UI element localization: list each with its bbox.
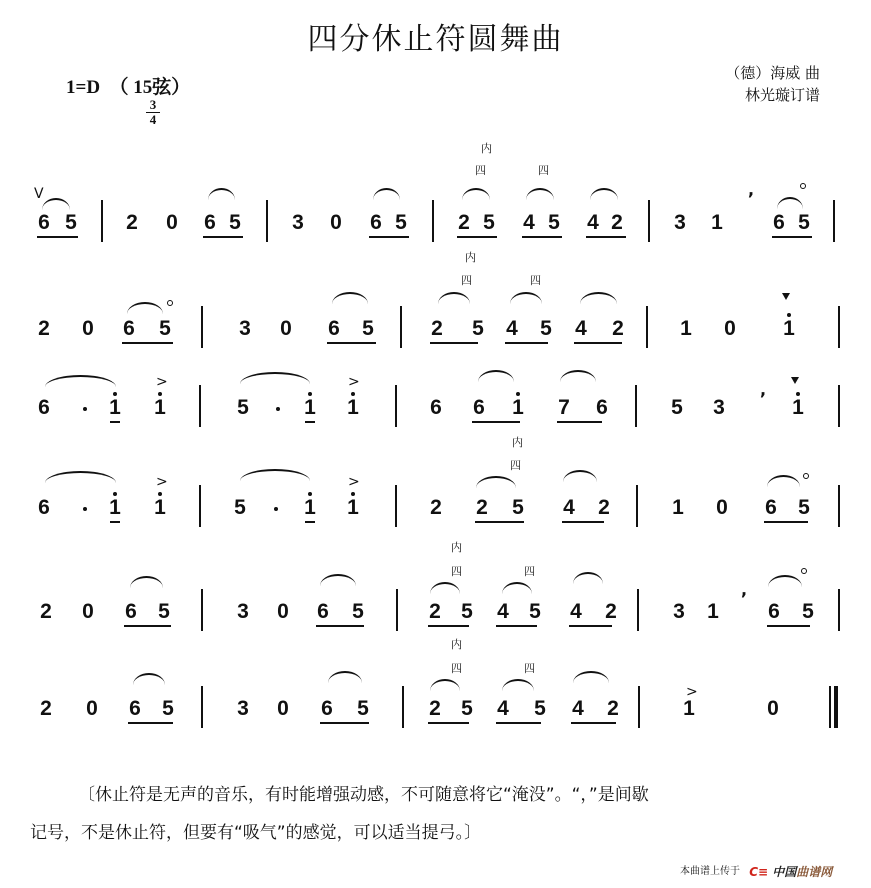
beam-underline (562, 521, 604, 523)
note: 4 (497, 600, 509, 623)
barline (838, 485, 840, 527)
note: 2 (126, 211, 138, 234)
beam-underline (475, 521, 524, 523)
augmentation-dot (276, 407, 280, 411)
octave-dot (158, 392, 162, 396)
note: 3 (292, 211, 304, 234)
slur (130, 576, 163, 588)
note-high-1: 1 (154, 496, 166, 519)
note: 5 (158, 600, 170, 623)
inner-string-mark: 内 (465, 251, 476, 264)
note: 2 (605, 600, 617, 623)
slur (240, 372, 310, 384)
note: 4 (563, 496, 575, 519)
note: 2 (431, 317, 443, 340)
slur (573, 572, 603, 584)
finger-four-mark: 四 (538, 164, 549, 177)
note: 0 (86, 697, 98, 720)
slur (580, 292, 617, 304)
octave-dot (158, 492, 162, 496)
note: 2 (430, 496, 442, 519)
note: 5 (529, 600, 541, 623)
note: 2 (612, 317, 624, 340)
note-high-1: 1 (783, 317, 795, 340)
slur (133, 673, 165, 685)
note: 5 (483, 211, 495, 234)
final-barline (834, 686, 838, 728)
note: 7 (558, 396, 570, 419)
note: 4 (506, 317, 518, 340)
slur (502, 582, 532, 594)
beam-underline (586, 236, 626, 238)
site-logo[interactable] (749, 863, 832, 880)
note: 0 (277, 600, 289, 623)
footnote (30, 776, 838, 852)
note: 4 (523, 211, 535, 234)
note: 0 (767, 697, 779, 720)
beam-underline (122, 342, 173, 344)
beam-underline (772, 236, 812, 238)
note: 2 (611, 211, 623, 234)
note: 2 (598, 496, 610, 519)
note: 5 (798, 211, 810, 234)
accent-mark: > (156, 374, 168, 390)
slur (430, 582, 460, 594)
finger-four-mark: 四 (524, 565, 535, 578)
breath-mark: , (748, 180, 755, 199)
note: 5 (234, 496, 246, 519)
finger-four-mark: 四 (524, 662, 535, 675)
note: 1 (683, 697, 695, 720)
note: 3 (237, 600, 249, 623)
beam-underline (574, 342, 622, 344)
note: 4 (572, 697, 584, 720)
finger-four-mark: 四 (475, 164, 486, 177)
inner-string-mark: 内 (512, 436, 523, 449)
octave-dot (351, 392, 355, 396)
note: 4 (575, 317, 587, 340)
note: 3 (239, 317, 251, 340)
accent-mark: > (686, 684, 698, 700)
note: 5 (512, 496, 524, 519)
note: 4 (497, 697, 509, 720)
barline (101, 200, 103, 242)
note: 6 (38, 396, 50, 419)
note: 3 (674, 211, 686, 234)
slur (373, 188, 400, 200)
note: 1 (672, 496, 684, 519)
note: 6 (204, 211, 216, 234)
barline (635, 385, 637, 427)
note: 6 (768, 600, 780, 623)
barline (395, 485, 397, 527)
note: 6 (765, 496, 777, 519)
beam-underline (110, 521, 120, 523)
octave-dot (113, 492, 117, 496)
barline (637, 589, 639, 631)
harmonic-circle (801, 568, 807, 574)
accent-mark: > (156, 474, 168, 490)
barline (396, 589, 398, 631)
note: 6 (596, 396, 608, 419)
beam-underline (505, 342, 548, 344)
beam-underline (428, 722, 469, 724)
harmonic-circle (167, 300, 173, 306)
key-signature: 1=D （ 15弦） (66, 77, 191, 98)
slur (767, 475, 800, 487)
slur (430, 679, 460, 691)
beam-underline (305, 521, 315, 523)
note: 6 (123, 317, 135, 340)
slur (526, 188, 554, 200)
slur (320, 574, 356, 586)
beam-underline (428, 625, 469, 627)
note: 5 (534, 697, 546, 720)
note: 4 (587, 211, 599, 234)
slur (510, 292, 542, 304)
beam-underline (316, 625, 364, 627)
staccato-wedge (782, 293, 790, 300)
slur (502, 679, 534, 691)
note: 2 (40, 697, 52, 720)
note: 5 (548, 211, 560, 234)
barline (400, 306, 402, 348)
beam-underline (124, 625, 171, 627)
slur (478, 370, 514, 382)
finger-four-mark: 四 (530, 274, 541, 287)
barline (199, 385, 201, 427)
augmentation-dot (83, 507, 87, 511)
note-high-1: 1 (109, 496, 121, 519)
slur (462, 188, 490, 200)
logo-icon: C≡ (749, 864, 769, 879)
note: 5 (395, 211, 407, 234)
slur (208, 188, 235, 200)
finger-four-mark: 四 (451, 662, 462, 675)
inner-string-mark: 内 (451, 638, 462, 651)
note-high-1: 1 (347, 496, 359, 519)
slur (240, 469, 310, 481)
barline (201, 306, 203, 348)
accent-mark: > (348, 374, 360, 390)
beam-underline (571, 722, 616, 724)
harmonic-circle (803, 473, 809, 479)
note: 6 (38, 211, 50, 234)
note: 5 (237, 396, 249, 419)
note: 0 (716, 496, 728, 519)
barline (838, 306, 840, 348)
note: 0 (724, 317, 736, 340)
barline (201, 589, 203, 631)
beam-underline (110, 421, 120, 423)
augmentation-dot (83, 407, 87, 411)
note: 2 (40, 600, 52, 623)
footnote-line-2: 记号，不是休止符，但要有“吸气”的感觉，可以适当提弓。〕 (30, 823, 482, 843)
slur (590, 188, 618, 200)
note: 5 (229, 211, 241, 234)
note: 5 (540, 317, 552, 340)
note-high-1: 1 (512, 396, 524, 419)
beam-underline (767, 625, 810, 627)
breath-mark: , (741, 580, 748, 599)
slur (42, 198, 70, 210)
note: 6 (430, 396, 442, 419)
note: 2 (429, 697, 441, 720)
slur (328, 671, 362, 683)
beam-underline (37, 236, 78, 238)
beam-underline (128, 722, 173, 724)
beam-underline (472, 421, 520, 423)
note: 6 (473, 396, 485, 419)
note: 5 (65, 211, 77, 234)
finger-four-mark: 四 (461, 274, 472, 287)
note: 5 (352, 600, 364, 623)
beam-underline (557, 421, 602, 423)
note: 3 (673, 600, 685, 623)
note: 0 (82, 600, 94, 623)
barline (266, 200, 268, 242)
barline (648, 200, 650, 242)
barline (201, 686, 203, 728)
note: 5 (362, 317, 374, 340)
note: 0 (277, 697, 289, 720)
staccato-wedge (791, 377, 799, 384)
barline (402, 686, 404, 728)
barline (838, 589, 840, 631)
beam-underline (569, 625, 612, 627)
footnote-line-1: 〔休止符是无声的音乐，有时能增强动感，不可随意将它“淹没”。“，”是间歇 (78, 785, 649, 805)
note-high-1: 1 (347, 396, 359, 419)
inner-string-mark: 内 (481, 142, 492, 155)
note: 5 (461, 697, 473, 720)
note-high-1: 1 (304, 396, 316, 419)
time-numerator: 3 (146, 98, 160, 113)
finger-four-mark: 四 (510, 459, 521, 472)
octave-dot (516, 392, 520, 396)
note: 2 (476, 496, 488, 519)
note: 5 (472, 317, 484, 340)
inner-string-mark: 内 (451, 541, 462, 554)
octave-dot (796, 392, 800, 396)
note: 3 (713, 396, 725, 419)
beam-underline (496, 625, 537, 627)
note: 6 (125, 600, 137, 623)
accent-mark: > (348, 474, 360, 490)
slur (476, 476, 516, 488)
slur (45, 375, 116, 387)
note: 2 (429, 600, 441, 623)
note-high-1: 1 (109, 396, 121, 419)
final-barline-thick (829, 686, 831, 728)
logo-brand: 曲谱网 (796, 864, 833, 879)
note: 3 (237, 697, 249, 720)
octave-dot (308, 392, 312, 396)
note: 0 (330, 211, 342, 234)
octave-dot (787, 313, 791, 317)
note: 6 (321, 697, 333, 720)
beam-underline (764, 521, 808, 523)
harmonic-circle (800, 183, 806, 189)
barline (638, 686, 640, 728)
time-signature (146, 98, 160, 127)
note: 1 (707, 600, 719, 623)
slur (438, 292, 470, 304)
logo-cn: 中国 (772, 864, 797, 879)
note: 5 (159, 317, 171, 340)
slur (45, 471, 116, 483)
augmentation-dot (274, 507, 278, 511)
slur (768, 575, 802, 587)
note: 2 (607, 697, 619, 720)
octave-dot (308, 492, 312, 496)
beam-underline (203, 236, 243, 238)
note: 0 (280, 317, 292, 340)
note: 5 (162, 697, 174, 720)
note: 6 (317, 600, 329, 623)
octave-dot (351, 492, 355, 496)
barline (833, 200, 835, 242)
breath-mark: , (760, 380, 767, 399)
note: 5 (671, 396, 683, 419)
composer: （德）海威 曲 (725, 64, 820, 82)
slur (563, 470, 597, 482)
note: 6 (38, 496, 50, 519)
note: 1 (680, 317, 692, 340)
beam-underline (320, 722, 369, 724)
barline (395, 385, 397, 427)
finger-four-mark: 四 (451, 565, 462, 578)
beam-underline (369, 236, 409, 238)
slur (332, 292, 368, 304)
arranger: 林光璇订谱 (744, 86, 820, 104)
barline (636, 485, 638, 527)
barline (838, 385, 840, 427)
note-high-1: 1 (154, 396, 166, 419)
note-high-1: 1 (792, 396, 804, 419)
slur (777, 197, 803, 209)
barline (432, 200, 434, 242)
time-denominator: 4 (149, 112, 157, 127)
beam-underline (305, 421, 315, 423)
octave-dot (113, 392, 117, 396)
slur (127, 302, 163, 314)
beam-underline (430, 342, 478, 344)
beam-underline (496, 722, 541, 724)
beam-underline (522, 236, 562, 238)
beam-underline (457, 236, 497, 238)
barline (199, 485, 201, 527)
note: 6 (773, 211, 785, 234)
score-title: 四分休止符圆舞曲 (307, 22, 564, 57)
note: 0 (82, 317, 94, 340)
beam-underline (327, 342, 376, 344)
note: 5 (798, 496, 810, 519)
note: 2 (38, 317, 50, 340)
note: 1 (711, 211, 723, 234)
note: 6 (129, 697, 141, 720)
slur (573, 671, 609, 683)
barline (646, 306, 648, 348)
note: 2 (458, 211, 470, 234)
note: 0 (166, 211, 178, 234)
upbow-mark: V (34, 186, 44, 202)
slur (560, 370, 596, 382)
note-high-1: 1 (304, 496, 316, 519)
credits (700, 62, 820, 106)
note: 6 (370, 211, 382, 234)
note: 6 (328, 317, 340, 340)
note: 4 (570, 600, 582, 623)
source-label: 本曲谱上传于 (680, 866, 740, 877)
note: 5 (802, 600, 814, 623)
note: 5 (357, 697, 369, 720)
note: 5 (461, 600, 473, 623)
source-attribution (680, 862, 832, 880)
